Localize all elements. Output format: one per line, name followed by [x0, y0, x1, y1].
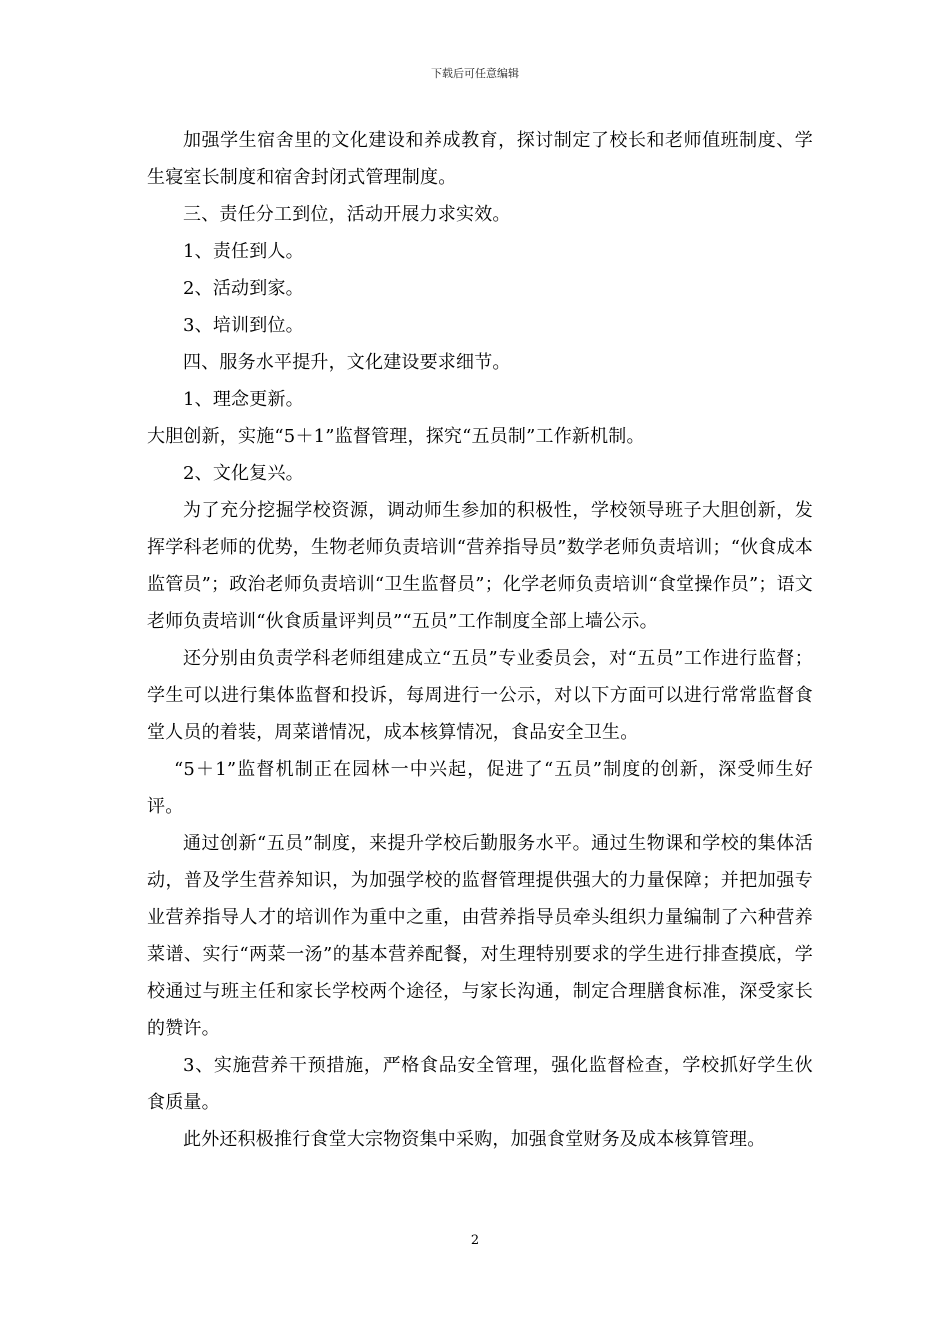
document-body — [147, 122, 813, 1158]
paragraph-mechanism: “5＋1”监督机制正在园林一中兴起，促进了“五员”制度的创新，深受师生好评。 — [147, 759, 813, 817]
paragraph-service: 通过创新“五员”制度，来提升学校后勤服务水平。通过生物课和学校的集体活动，普及学生营养知识，为加强学校的监督管理提供强大的力量保障；并把加强专业营养指导人才的培训作为重中之重，由营养指导员牵头组织力量编制了六种营养菜谱、实行“两菜一汤”的基本营养配餐，对生理特别要求的学生进行排查摸底，学校通过与班主任和家长学校两个途径，与家长沟通，制定合理膳食标准，深受家长的赞许。 — [147, 833, 813, 1039]
page-number: 2 — [470, 1233, 480, 1248]
list-item-3: 3、培训到位。 — [183, 315, 304, 336]
subheading-2: 2、文化复兴。 — [183, 463, 304, 484]
page-header: 下载后可任意编辑 — [431, 67, 519, 80]
paragraph-resources: 为了充分挖掘学校资源，调动师生参加的积极性，学校领导班子大胆创新，发挥学科老师的优势，生物老师负责培训“营养指导员”数学老师负责培训；“伙食成本监管员”；政治老师负责培训“卫生监督员”；化学老师负责培训“食堂操作员”；语文老师负责培训“伙食质量评判员”“五员”工作制度全部上墙公示。 — [147, 500, 813, 632]
list-item-2: 2、活动到家。 — [183, 278, 304, 299]
paragraph-committee: 还分别由负责学科老师组建成立“五员”专业委员会，对“五员”工作进行监督；学生可以进行集体监督和投诉，每周进行一公示，对以下方面可以进行常常监督食堂人员的着装，周菜谱情况，成本核算情况，食品安全卫生。 — [147, 648, 813, 743]
heading-section-3: 三、责任分工到位，活动开展力求实效。 — [183, 204, 511, 225]
paragraph-innovation: 大胆创新，实施“5＋1”监督管理，探究“五员制”工作新机制。 — [147, 426, 645, 447]
list-item-1: 1、责任到人。 — [183, 241, 304, 262]
heading-section-4: 四、服务水平提升，文化建设要求细节。 — [183, 352, 511, 373]
paragraph-1: 加强学生宿舍里的文化建设和养成教育，探讨制定了校长和老师值班制度、学生寝室长制度和宿舍封闭式管理制度。 — [147, 130, 813, 188]
subheading-1: 1、理念更新。 — [183, 389, 304, 410]
paragraph-procurement: 此外还积极推行食堂大宗物资集中采购，加强食堂财务及成本核算管理。 — [183, 1129, 766, 1150]
subheading-3: 3、实施营养干预措施，严格食品安全管理，强化监督检查，学校抓好学生伙食质量。 — [147, 1055, 813, 1113]
